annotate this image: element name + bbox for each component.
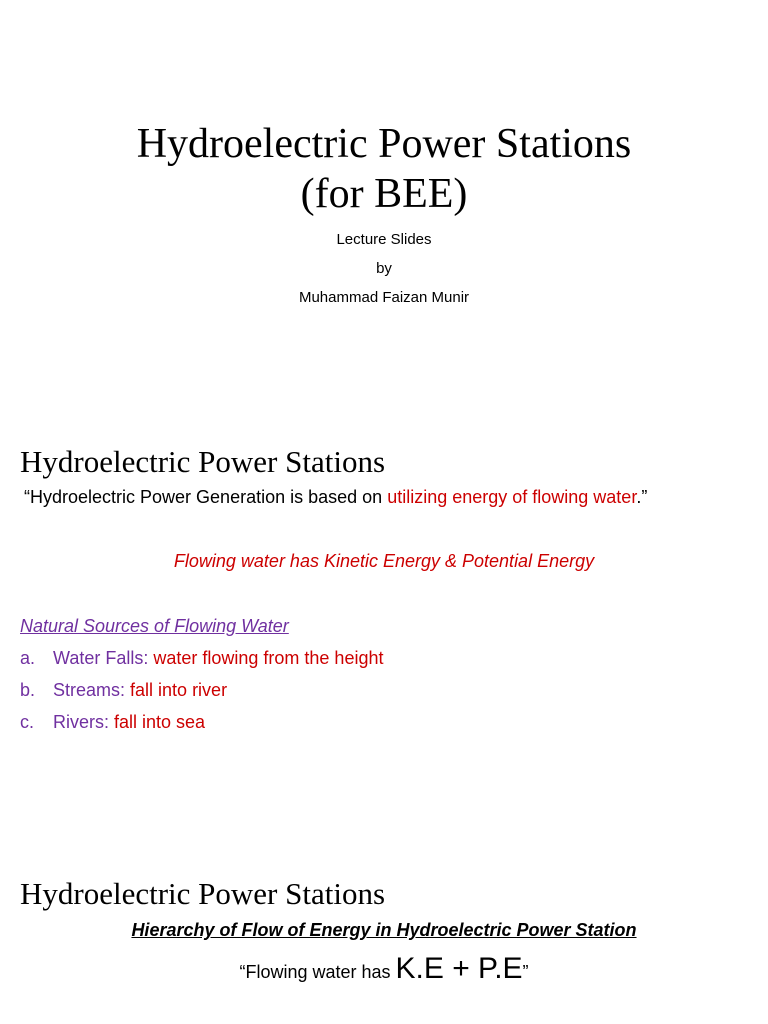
subtitle-by: by — [376, 260, 392, 277]
slide-heading: Hydroelectric Power Stations — [20, 444, 386, 479]
slide-title-subject: (for BEE) — [300, 171, 468, 217]
subtitle-lecture-slides: Lecture Slides — [336, 231, 432, 248]
source-label: Water Falls: — [53, 648, 154, 668]
source-label: Streams: — [53, 680, 131, 700]
source-detail: fall into river — [130, 680, 228, 700]
author-name: Muhammad Faizan Munir — [298, 289, 470, 306]
source-label: Rivers: — [53, 712, 115, 732]
quote-highlight: utilizing energy of flowing water — [387, 487, 637, 507]
source-detail: water flowing from the height — [153, 648, 384, 668]
intro-slide — [0, 400, 768, 820]
hierarchy-title: Hierarchy of Flow of Energy in Hydroelectric Power Station — [131, 920, 637, 940]
quote-open: “Hydroelectric Power Generation is based on — [24, 487, 388, 507]
formula-prefix: “Flowing water has — [239, 962, 396, 982]
title-slide — [0, 0, 768, 400]
list-marker: b. — [20, 680, 36, 700]
list-item — [20, 710, 205, 734]
slide-heading: Hydroelectric Power Stations — [20, 876, 386, 911]
quote-close: .” — [636, 487, 648, 507]
list-item — [20, 646, 383, 670]
source-detail: fall into sea — [114, 712, 206, 732]
formula-suffix: ” — [522, 962, 529, 982]
list-marker: a. — [20, 648, 36, 668]
formula-energy: K.E + P.E — [395, 952, 523, 985]
sources-heading: Natural Sources of Flowing Water — [20, 616, 289, 636]
slide-title: Hydroelectric Power Stations — [136, 121, 632, 167]
generation-quote — [24, 485, 647, 509]
energy-statement: Flowing water has Kinetic Energy & Potential Energy — [173, 551, 595, 571]
energy-formula — [0, 952, 768, 986]
list-marker: c. — [20, 712, 35, 732]
hierarchy-slide — [0, 860, 768, 1024]
list-item — [20, 678, 227, 702]
